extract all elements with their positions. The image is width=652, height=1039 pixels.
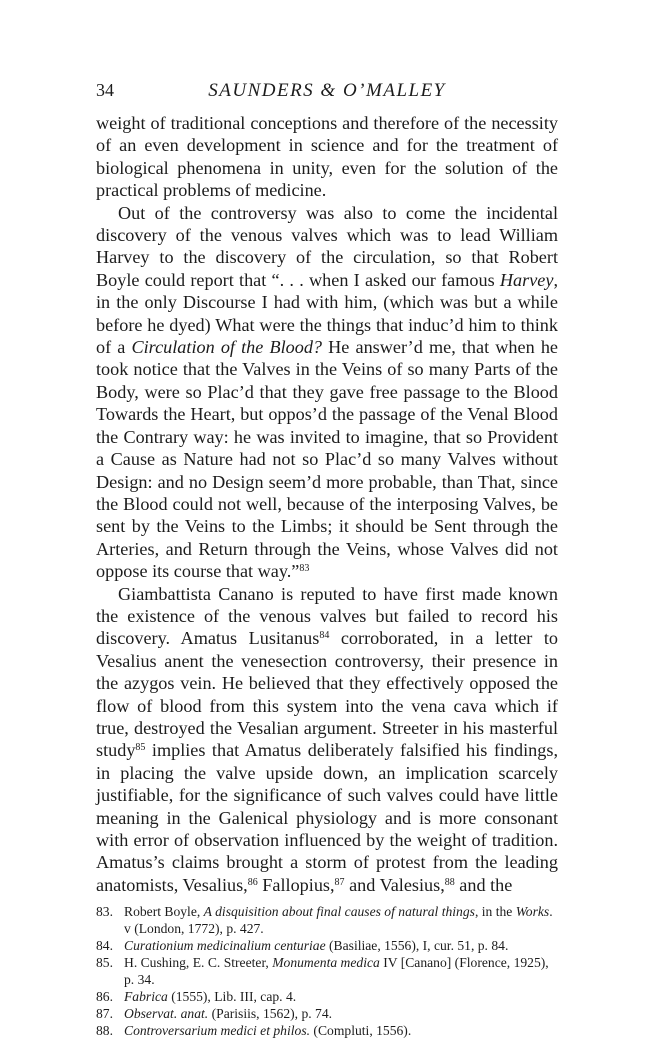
italic-run: Works [515, 904, 550, 920]
italic-run: Observat. anat. [124, 1005, 209, 1021]
footnotes [96, 904, 558, 1039]
footnote-ref: 85 [135, 742, 146, 754]
footnote-ref: 86 [247, 876, 258, 888]
footnote-ref: 83 [299, 563, 310, 575]
paragraph-2 [96, 202, 558, 583]
text-run: , in the only Discourse I had with him, (which was but a while before he dyed) What were the things that induc’d him to think of a [96, 269, 558, 358]
italic-run: A disquisition about final causes of natural things [203, 904, 475, 920]
italic-run: Curationium medicinalium centuriae [124, 938, 326, 954]
text-run: Robert Boyle, [124, 904, 204, 920]
running-head: SAUNDERS & O’MALLEY [208, 80, 446, 101]
footnote-ref: 87 [334, 876, 345, 888]
footnote [96, 904, 558, 938]
italic-run: Controversarium medici et philos. [124, 1022, 311, 1038]
text-run: Out of the controversy was also to come the incidental discovery of the venous valves which was to lead William Harvey to the discovery of the circulation, so that Robert Boyle could report that “. . . when I asked our famous [96, 202, 558, 290]
text-run: and Valesius, [344, 874, 445, 895]
footnote [96, 989, 558, 1006]
footnote-number: 86. [96, 988, 113, 1004]
text-run: Fallopius, [257, 874, 335, 895]
page-number: 34 [96, 80, 114, 100]
footnote [96, 1023, 558, 1039]
text-run: Giambattista Canano is reputed to have first made known the existence of the venous valves but failed to record his discovery. Amatus Lusitanus [96, 583, 558, 649]
body-text [96, 112, 558, 896]
footnote [96, 955, 558, 989]
footnote [96, 938, 558, 955]
footnote-number: 83. [96, 904, 113, 920]
text-run: implies that Amatus deliberately falsified his findings, in placing the valve upside down, an implication scarcely justifiable, for the significance of such valves could have little meaning in the Galenical physiology and is more consonant with error of observation influenced by the weight of tradition. Amatus’s claims brought a storm of protest from the leading anatomists, Vesalius, [96, 740, 558, 895]
footnote [96, 1006, 558, 1023]
footnote-number: 85. [96, 954, 113, 970]
text-run: . v (London, 1772), p. 427. [124, 904, 553, 937]
text-run: (Compluti, 1556). [310, 1022, 412, 1038]
text-run: corroborated, in a letter to Vesalius anent the venesection controversy, their presence in the azygos vein. He believed that they effectively opposed the flow of blood from this system into the vena cava which if true, destroyed the Vesalian argument. Streeter in his masterful study [96, 628, 558, 761]
italic-run: Circulation of the Blood? [131, 337, 323, 358]
footnote-number: 87. [96, 1005, 113, 1021]
text-run: and the [454, 874, 513, 895]
paragraph-1: weight of traditional conceptions and therefore of the necessity of an even development in science and for the treatment of biological phenomena in unity, even for the solution of the practical problems of medicine. [96, 113, 558, 201]
paragraph-3 [96, 583, 558, 897]
text-run: (1555), Lib. III, cap. 4. [167, 988, 297, 1004]
footnote-number: 88. [96, 1022, 113, 1038]
italic-run: Fabrica [124, 988, 168, 1004]
text-run: (Basiliae, 1556), I, cur. 51, p. 84. [325, 938, 509, 954]
page-header [96, 80, 558, 112]
footnote-ref: 84 [319, 630, 330, 642]
footnote-number: 84. [96, 938, 113, 954]
footnote-ref: 88 [444, 876, 455, 888]
text-run: H. Cushing, E. C. Streeter, [124, 954, 273, 970]
text-run: (Parisiis, 1562), p. 74. [208, 1005, 333, 1021]
text-run: , in the [474, 904, 516, 920]
book-page [96, 80, 558, 1039]
text-run: IV [Canano] (Florence, 1925), p. 34. [124, 954, 549, 987]
italic-run: Monumenta medica [272, 954, 380, 970]
italic-run: Harvey [499, 269, 554, 290]
text-run: He answer’d me, that when he took notice that the Valves in the Veins of so many Parts of the Body, were so Plac’d that they gave free passage to the Blood Towards the Heart, but oppos’d the passage of the Venal Blood the Contrary way: he was invited to imagine, that so Provident a Cause as Nature had not so Plac’d so many Valves without Design: and no Design seem’d more probable, than That, since the Blood could not well, because of the interposing Valves, be sent by the Veins to the Limbs; it should be Sent through the Arteries, and Return through the Veins, whose Valves did not oppose its course that way.” [96, 337, 558, 582]
